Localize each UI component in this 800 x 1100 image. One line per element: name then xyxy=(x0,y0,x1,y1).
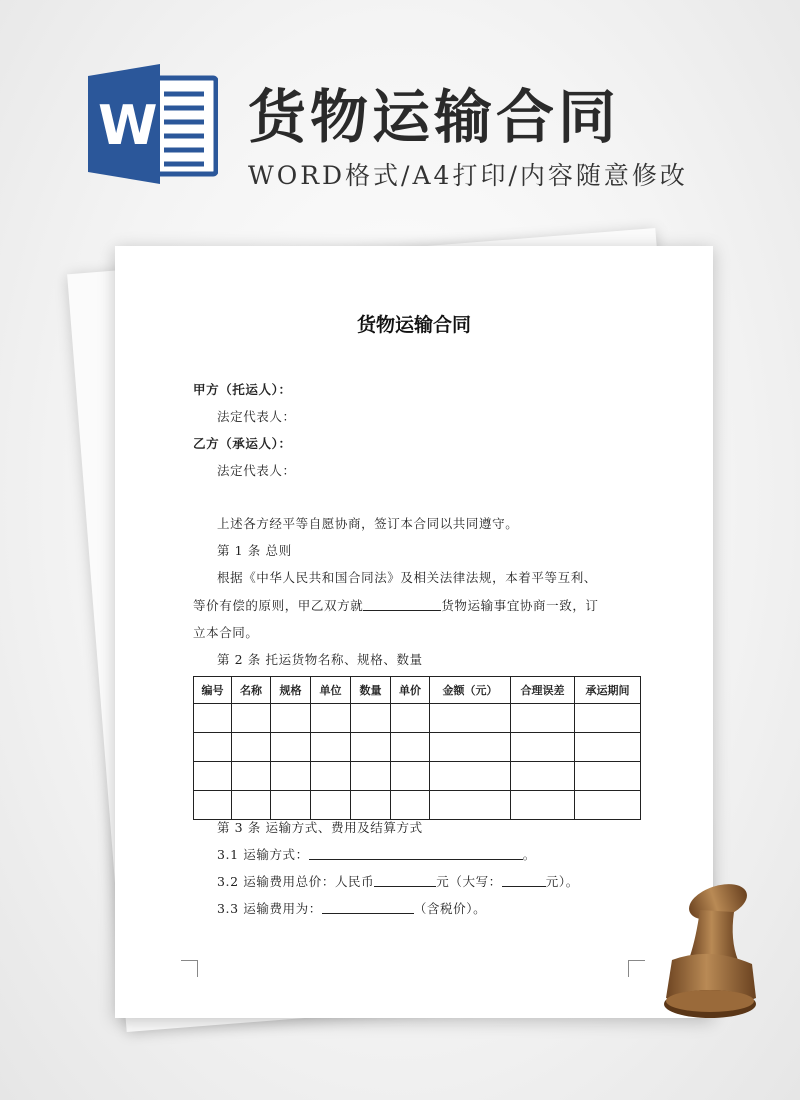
table-cell[interactable] xyxy=(194,704,232,733)
table-cell[interactable] xyxy=(232,762,271,791)
table-cell[interactable] xyxy=(311,704,351,733)
table-cell[interactable] xyxy=(430,791,511,820)
table-cell[interactable] xyxy=(232,733,271,762)
table-row xyxy=(194,791,641,820)
table-cell[interactable] xyxy=(232,704,271,733)
table-row xyxy=(194,733,641,762)
transport-method-blank[interactable] xyxy=(309,847,523,860)
document-page xyxy=(115,246,713,1018)
article-1-line-1: 根据《中华人民共和国合同法》及相关法律法规，本着平等互利、 xyxy=(217,570,597,585)
col-header-unit-price: 单价 xyxy=(391,677,430,704)
table-cell[interactable] xyxy=(575,791,641,820)
clause-3-3-end: （含税价）。 xyxy=(413,901,487,916)
party-b-rep: 法定代表人： xyxy=(217,463,296,478)
table-cell[interactable] xyxy=(511,704,575,733)
table-cell[interactable] xyxy=(575,704,641,733)
fee-type-blank[interactable] xyxy=(322,901,414,914)
clause-3-1-label: 3.1 运输方式： xyxy=(217,847,309,862)
clause-3-1 xyxy=(217,845,536,863)
clause-3-2-end: 元）。 xyxy=(545,874,579,889)
banner-title: 货物运输合同 xyxy=(248,83,621,151)
table-header-row xyxy=(194,677,641,704)
clause-3-3-label: 3.3 运输费用为： xyxy=(217,901,322,916)
table-cell[interactable] xyxy=(391,791,430,820)
document-title: 货物运输合同 xyxy=(356,314,471,336)
table-cell[interactable] xyxy=(575,733,641,762)
table-cell[interactable] xyxy=(391,733,430,762)
col-header-name: 名称 xyxy=(232,677,271,704)
intro-paragraph: 上述各方经平等自愿协商，签订本合同以共同遵守。 xyxy=(217,516,519,531)
clause-3-2-label: 3.2 运输费用总价：人民币 xyxy=(217,874,375,889)
table-cell[interactable] xyxy=(575,762,641,791)
table-cell[interactable] xyxy=(430,733,511,762)
table-cell[interactable] xyxy=(391,704,430,733)
table-cell[interactable] xyxy=(391,762,430,791)
article-1-line-2-end: 货物运输事宜协商一致，订 xyxy=(441,598,599,613)
table-row xyxy=(194,762,641,791)
table-cell[interactable] xyxy=(271,733,311,762)
table-cell[interactable] xyxy=(511,762,575,791)
table-cell[interactable] xyxy=(311,762,351,791)
clause-3-2-mid: 元（大写： xyxy=(436,874,502,889)
article-1-line-3: 立本合同。 xyxy=(193,625,259,640)
table-cell[interactable] xyxy=(271,704,311,733)
table-cell[interactable] xyxy=(271,791,311,820)
table-cell[interactable] xyxy=(194,791,232,820)
clause-3-3 xyxy=(217,899,486,917)
word-logo-letter: W xyxy=(98,94,158,157)
col-header-quantity: 数量 xyxy=(351,677,391,704)
table-cell[interactable] xyxy=(351,704,391,733)
col-header-period: 承运期间 xyxy=(575,677,641,704)
table-cell[interactable] xyxy=(430,704,511,733)
col-header-amount: 金额（元） xyxy=(430,677,511,704)
crop-mark-left xyxy=(181,960,198,977)
table-row xyxy=(194,704,641,733)
table-cell[interactable] xyxy=(351,733,391,762)
table-cell[interactable] xyxy=(194,762,232,791)
banner-subtitle: WORD格式/A4打印/内容随意修改 xyxy=(248,161,688,190)
table-cell[interactable] xyxy=(511,733,575,762)
col-header-unit: 单位 xyxy=(311,677,351,704)
table-cell[interactable] xyxy=(351,791,391,820)
clause-3-2 xyxy=(217,872,579,890)
article-1-line-2-start: 等价有偿的原则，甲乙双方就 xyxy=(193,598,364,613)
party-a-rep: 法定代表人： xyxy=(217,409,296,424)
wooden-stamp-icon xyxy=(652,880,767,1030)
article-1-line-2 xyxy=(193,596,599,614)
table-cell[interactable] xyxy=(194,733,232,762)
banner xyxy=(0,0,800,210)
table-cell[interactable] xyxy=(232,791,271,820)
cargo-blank[interactable] xyxy=(363,598,441,611)
article-3-title: 第 3 条 运输方式、费用及结算方式 xyxy=(217,820,423,835)
crop-mark-right xyxy=(628,960,645,977)
table-cell[interactable] xyxy=(271,762,311,791)
clause-3-1-end: 。 xyxy=(522,847,536,862)
col-header-tolerance: 合理误差 xyxy=(511,677,575,704)
table-cell[interactable] xyxy=(311,791,351,820)
party-b-label: 乙方（承运人）： xyxy=(193,436,292,451)
party-a-label: 甲方（托运人）： xyxy=(193,382,292,397)
fee-capital-blank[interactable] xyxy=(502,874,546,887)
word-logo-icon xyxy=(88,64,218,184)
table-cell[interactable] xyxy=(430,762,511,791)
article-1-title: 第 1 条 总则 xyxy=(217,543,292,558)
table-cell[interactable] xyxy=(511,791,575,820)
col-header-spec: 规格 xyxy=(271,677,311,704)
table-cell[interactable] xyxy=(311,733,351,762)
col-header-number: 编号 xyxy=(194,677,232,704)
table-cell[interactable] xyxy=(351,762,391,791)
fee-amount-blank[interactable] xyxy=(374,874,436,887)
article-2-title: 第 2 条 托运货物名称、规格、数量 xyxy=(217,652,423,667)
cargo-table xyxy=(193,676,641,820)
